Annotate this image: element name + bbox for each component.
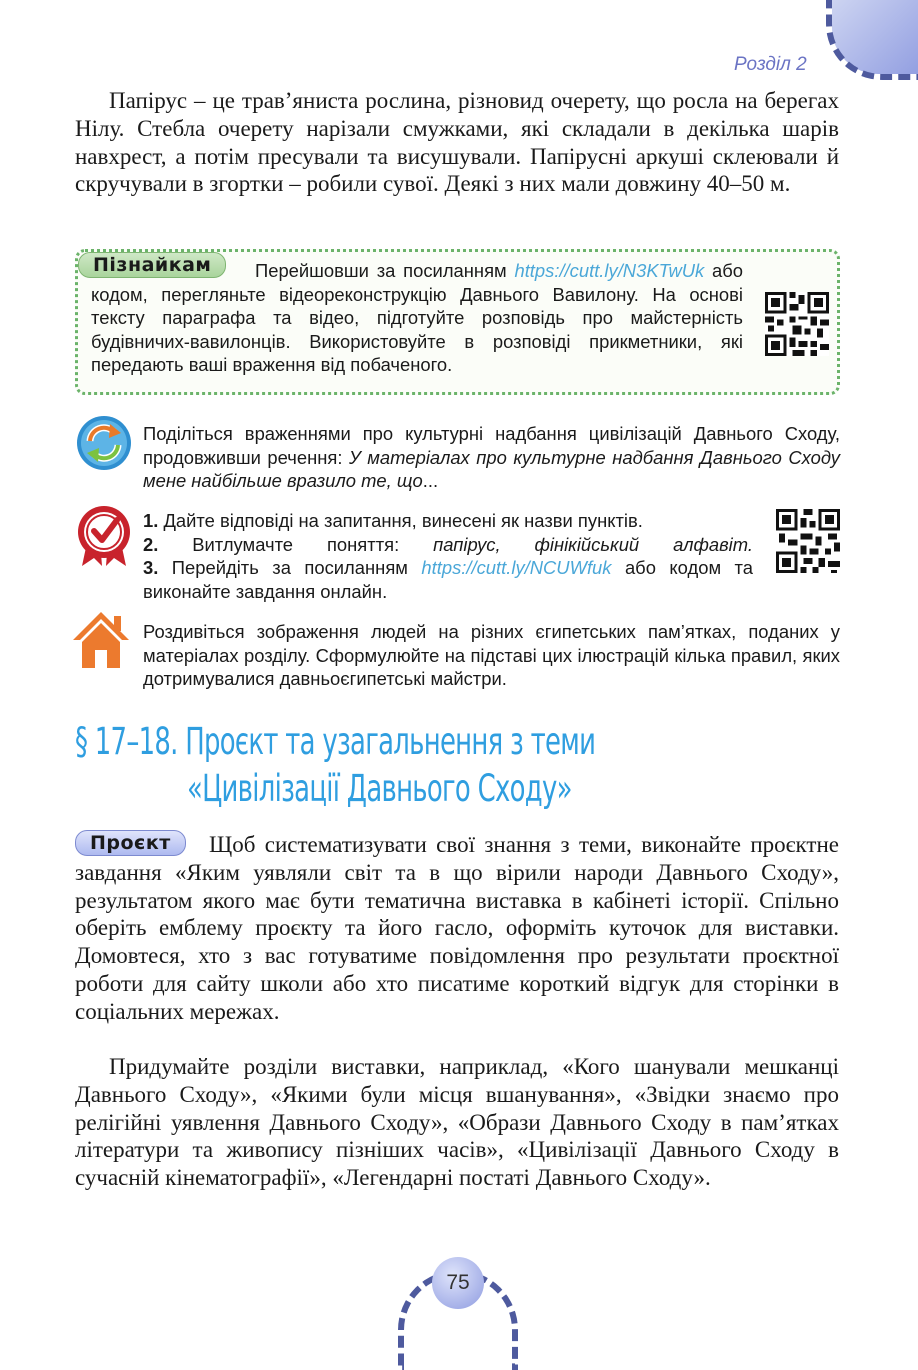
check-link[interactable]: https://cutt.ly/NCUWfuk [421, 557, 612, 578]
house-icon [71, 610, 131, 670]
cycle-arrows-icon [76, 415, 132, 471]
intro-paragraph: Папірус – це трав’яниста рослина, різновид очерету, що росла на берегах Нілу. Стебла очерету нарізали смужками, які складали в декілька шарів навхрест, а потім пресували та висушували. Папірусні аркуші склеювали й скручували в згортки – робили сувої. Деякі з них мали довжину 40–50 м. [75, 88, 839, 197]
checkmark-badge-icon [74, 504, 134, 568]
info-tag: Пізнайкам [78, 252, 226, 278]
corner-dashed-arc [826, 0, 918, 80]
check-item-2: 2. Витлумачте поняття: папірус, фінікійський алфавіт. [143, 533, 753, 555]
page-number: 75 [432, 1257, 484, 1309]
project-tag: Проєкт [75, 830, 186, 856]
project-paragraph-2: Придумайте розділи виставки, наприклад, «Кого шанували мешканці Давнього Сходу», «Якими були місця вшанування», «Звідки знаємо про релігійні уявлення Давнього Сходу», «Образи Давнього Сходу в пам’ятках літератури та живопису пізніших часів», «Цивілізації Давнього Сходу в сучасній кінематографії», «Легендарні постаті Давнього Сходу». [75, 1054, 839, 1191]
project-paragraph-1: Щоб систематизувати свої знання з теми, виконайте проєктне завдання «Яким уявляли світ та в що вірили народи Давнього Сходу», результатом якого має бути тематична виставка в кабінеті історії. Спільно оберіть емблему проєкту та його гасло, оформіть куточок для виставки. Домовтеся, хто з вас готуватиме повідомлення про результати проєктної роботи для сайту школи або хто писатиме короткий відгук для сторінки в соціальних мережах. [75, 832, 839, 1024]
qr-code-icon[interactable] [776, 509, 840, 573]
section-title-line-1: § 17–18. Проєкт та узагальнення з теми [75, 720, 596, 763]
info-link[interactable]: https://cutt.ly/N3KTwUk [514, 260, 705, 281]
check-item-1: 1. Дайте відповіді на запитання, винесені як назви пунктів. [143, 510, 643, 531]
check-item-3: 3. Перейдіть за посиланням https://cutt.ly/NCUWfuk або кодом та виконайте завдання онлайн. [143, 557, 753, 602]
section-title-line-2: «Цивілізації Давнього Сходу» [187, 767, 572, 810]
home-text: Роздивіться зображення людей на різних єгипетських пам’ятках, поданих у матеріалах розділу. Сформулюйте на підставі цих ілюстрацій кілька правил, яких дотримувалися давньоєгипетські майстри. [143, 621, 840, 689]
info-text: Перейшовши за посиланням https://cutt.ly/N3KTwUk або кодом, перегляньте відеореконструкцію Давнього Вавилону. На основі тексту параграфа та відео, підготуйте розповідь про майстерність будівничих-вавилонців. Використовуйте в розповіді прикметники, які передають ваші враження від побаченого. [91, 260, 743, 375]
qr-code-icon[interactable] [765, 292, 829, 356]
reflection-text: Поділіться враженнями про культурні надбання цивілізацій Давнього Сходу, продовживши речення: У матеріалах про культурне надбання Давнього Сходу мене найбільше вразило те, що... [143, 423, 840, 491]
section-label: Розділ 2 [734, 54, 807, 75]
check-list [143, 509, 753, 603]
